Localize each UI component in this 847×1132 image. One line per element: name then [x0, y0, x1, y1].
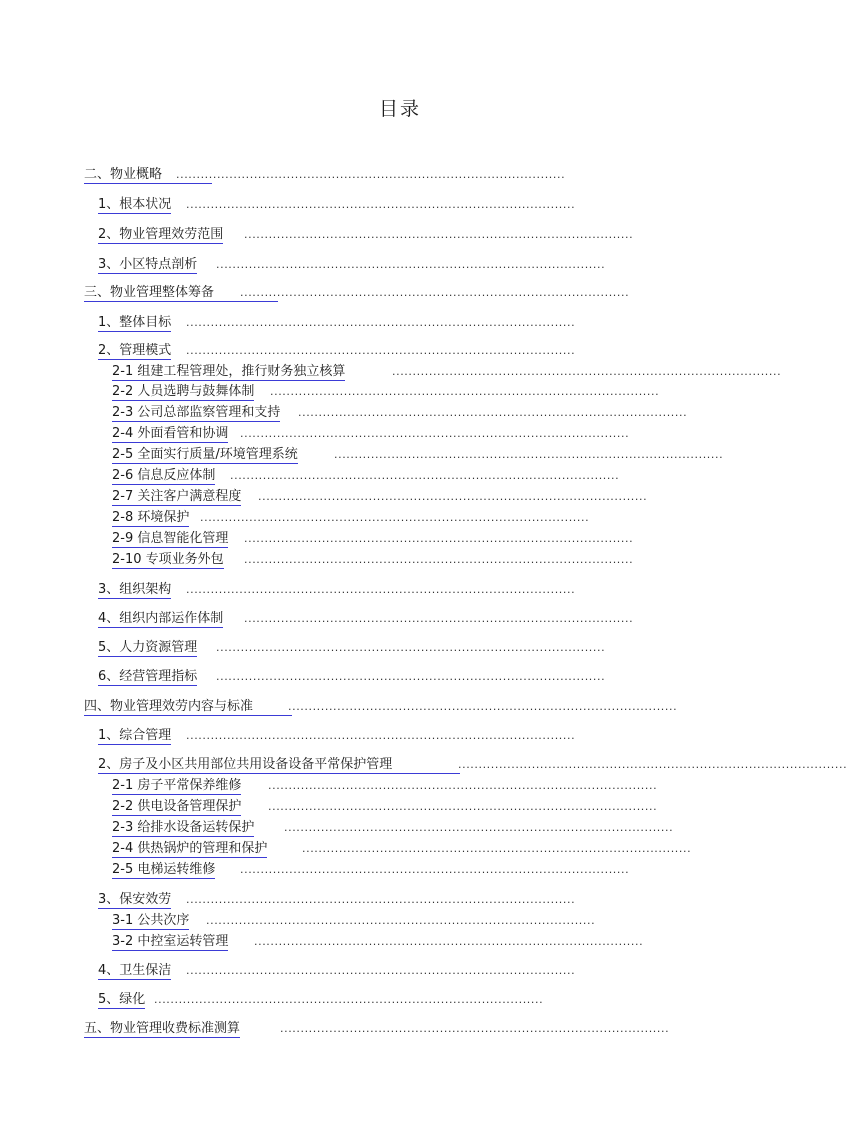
toc-entry[interactable]: [112, 382, 660, 402]
toc-leader-dots: ...............................................................................................: [230, 469, 620, 482]
toc-leader-dots: ...............................................................................................: [186, 729, 576, 742]
toc-leader-dots: ...............................................................................................: [186, 964, 576, 977]
toc-entry[interactable]: [98, 609, 634, 629]
toc-entry[interactable]: [84, 283, 630, 303]
toc-entry[interactable]: [98, 195, 576, 215]
toc-leader-dots: ...............................................................................................: [270, 385, 660, 398]
toc-entry[interactable]: [112, 550, 634, 570]
toc-entry-label: 3、组织架构: [98, 582, 172, 597]
toc-entry[interactable]: [112, 839, 692, 859]
toc-entry-label: 4、组织内部运作体制: [98, 611, 224, 626]
toc-entry-label: 2-9 信息智能化管理: [112, 531, 229, 546]
toc-entry-label: 3、保安效劳: [98, 892, 172, 907]
toc-leader-dots: ...............................................................................................: [186, 316, 576, 329]
toc-leader-dots: ...............................................................................................: [244, 532, 634, 545]
toc-leader-dots: ...............................................................................................: [268, 800, 658, 813]
toc-entry[interactable]: [112, 424, 630, 444]
toc-entry-label: 2、物业管理效劳范围: [98, 227, 224, 242]
toc-leader-dots: ...............................................................................................: [244, 553, 634, 566]
toc-leader-dots: ...............................................................................................: [186, 583, 576, 596]
toc-entry[interactable]: [112, 776, 658, 796]
toc-entry-label: 三、物业管理整体筹备: [84, 284, 278, 302]
toc-entry[interactable]: [112, 932, 644, 952]
toc-entry[interactable]: [98, 755, 847, 775]
toc-entry-label: 2-1 组建工程管理处，推行财务独立核算: [112, 364, 346, 379]
toc-leader-dots: ...............................................................................................: [334, 448, 724, 461]
toc-entry-label: 2-5 电梯运转维修: [112, 862, 216, 877]
toc-entry[interactable]: [112, 818, 674, 838]
toc-entry-label: 四、物业管理效劳内容与标准: [84, 698, 292, 716]
toc-entry[interactable]: [112, 362, 782, 382]
toc-entry-label: 6、经营管理指标: [98, 669, 198, 684]
toc-entry-label: 2-10 专项业务外包: [112, 552, 224, 567]
toc-entry-label: 3-2 中控室运转管理: [112, 934, 229, 949]
toc-leader-dots: ...............................................................................................: [280, 1022, 670, 1035]
toc-entry[interactable]: [98, 341, 576, 361]
page-title: 目录: [378, 98, 421, 120]
toc-entry[interactable]: [98, 667, 606, 687]
toc-entry[interactable]: [112, 860, 630, 880]
toc-entry-label: 2-5 全面实行质量/环境管理系统: [112, 447, 298, 462]
toc-leader-dots: ...............................................................................................: [302, 842, 692, 855]
toc-entry-label: 2-2 人员选聘与鼓舞体制: [112, 384, 255, 399]
toc-entry-label: 2-3 公司总部监察管理和支持: [112, 405, 281, 420]
toc-leader-dots: ...............................................................................................: [186, 344, 576, 357]
toc-entry-label: 2-1 房子平常保养维修: [112, 778, 242, 793]
toc-entry[interactable]: [98, 990, 544, 1010]
toc-leader-dots: ...............................................................................................: [240, 286, 630, 299]
toc-entry[interactable]: [84, 697, 678, 717]
toc-entry[interactable]: [112, 466, 620, 486]
toc-entry[interactable]: [112, 487, 648, 507]
toc-leader-dots: ...............................................................................................: [206, 914, 596, 927]
toc-leader-dots: ...............................................................................................: [240, 863, 630, 876]
toc-entry[interactable]: [98, 580, 576, 600]
toc-entry-label: 2-8 环境保护: [112, 510, 190, 525]
toc-entry-label: 2、管理模式: [98, 343, 172, 358]
toc-entry[interactable]: [98, 313, 576, 333]
toc-entry-label: 2-3 给排水设备运转保护: [112, 820, 255, 835]
toc-leader-dots: ...............................................................................................: [216, 258, 606, 271]
toc-entry-label: 1、整体目标: [98, 315, 172, 330]
toc-leader-dots: ...............................................................................................: [216, 641, 606, 654]
toc-entry[interactable]: [98, 638, 606, 658]
toc-entry[interactable]: [112, 911, 596, 931]
toc-entry[interactable]: [112, 403, 688, 423]
toc-entry[interactable]: [112, 529, 634, 549]
toc-entry-label: 2-4 供热锅炉的管理和保护: [112, 841, 268, 856]
toc-leader-dots: ...............................................................................................: [216, 670, 606, 683]
toc-leader-dots: ...............................................................................................: [200, 511, 590, 524]
toc-leader-dots: ...............................................................................................: [288, 700, 678, 713]
toc-leader-dots: ...............................................................................................: [244, 228, 634, 241]
toc-entry[interactable]: [112, 797, 658, 817]
toc-leader-dots: ...............................................................................................: [392, 365, 782, 378]
toc-entry[interactable]: [112, 445, 724, 465]
toc-entry[interactable]: [98, 225, 634, 245]
toc-leader-dots: ...............................................................................................: [284, 821, 674, 834]
toc-leader-dots: ...............................................................................................: [186, 893, 576, 906]
toc-entry-label: 2-6 信息反应体制: [112, 468, 216, 483]
toc-leader-dots: ...............................................................................................: [258, 490, 648, 503]
toc-leader-dots: ...............................................................................................: [186, 198, 576, 211]
toc-leader-dots: ...............................................................................................: [458, 758, 847, 771]
toc-leader-dots: ...............................................................................................: [268, 779, 658, 792]
toc-entry-label: 2-2 供电设备管理保护: [112, 799, 242, 814]
toc-entry-label: 5、人力资源管理: [98, 640, 198, 655]
toc-leader-dots: ...............................................................................................: [154, 993, 544, 1006]
toc-entry[interactable]: [98, 890, 576, 910]
toc-entry[interactable]: [98, 726, 576, 746]
toc-entry[interactable]: [98, 255, 606, 275]
toc-entry-label: 二、物业概略: [84, 166, 212, 184]
toc-entry-label: 2、房子及小区共用部位共用设备设备平常保护管理: [98, 756, 460, 774]
toc-entry[interactable]: [112, 508, 590, 528]
toc-entry-label: 3、小区特点剖析: [98, 257, 198, 272]
toc-entry-label: 五、物业管理收费标准测算: [84, 1021, 241, 1036]
toc-leader-dots: ...............................................................................................: [240, 427, 630, 440]
toc-entry[interactable]: [84, 165, 566, 185]
toc-entry-label: 1、根本状况: [98, 197, 172, 212]
toc-entry-label: 2-4 外面看管和协调: [112, 426, 229, 441]
toc-entry[interactable]: [98, 961, 576, 981]
toc-entry[interactable]: [84, 1019, 670, 1039]
toc-entry-label: 1、综合管理: [98, 728, 172, 743]
toc-entry-label: 5、绿化: [98, 992, 146, 1007]
toc-leader-dots: ...............................................................................................: [254, 935, 644, 948]
toc-leader-dots: ...............................................................................................: [244, 612, 634, 625]
toc-entry-label: 2-7 关注客户满意程度: [112, 489, 242, 504]
toc-leader-dots: ...............................................................................................: [298, 406, 688, 419]
toc-entry-label: 4、卫生保洁: [98, 963, 172, 978]
toc-entry-label: 3-1 公共次序: [112, 913, 190, 928]
toc-leader-dots: ...............................................................................................: [176, 168, 566, 181]
